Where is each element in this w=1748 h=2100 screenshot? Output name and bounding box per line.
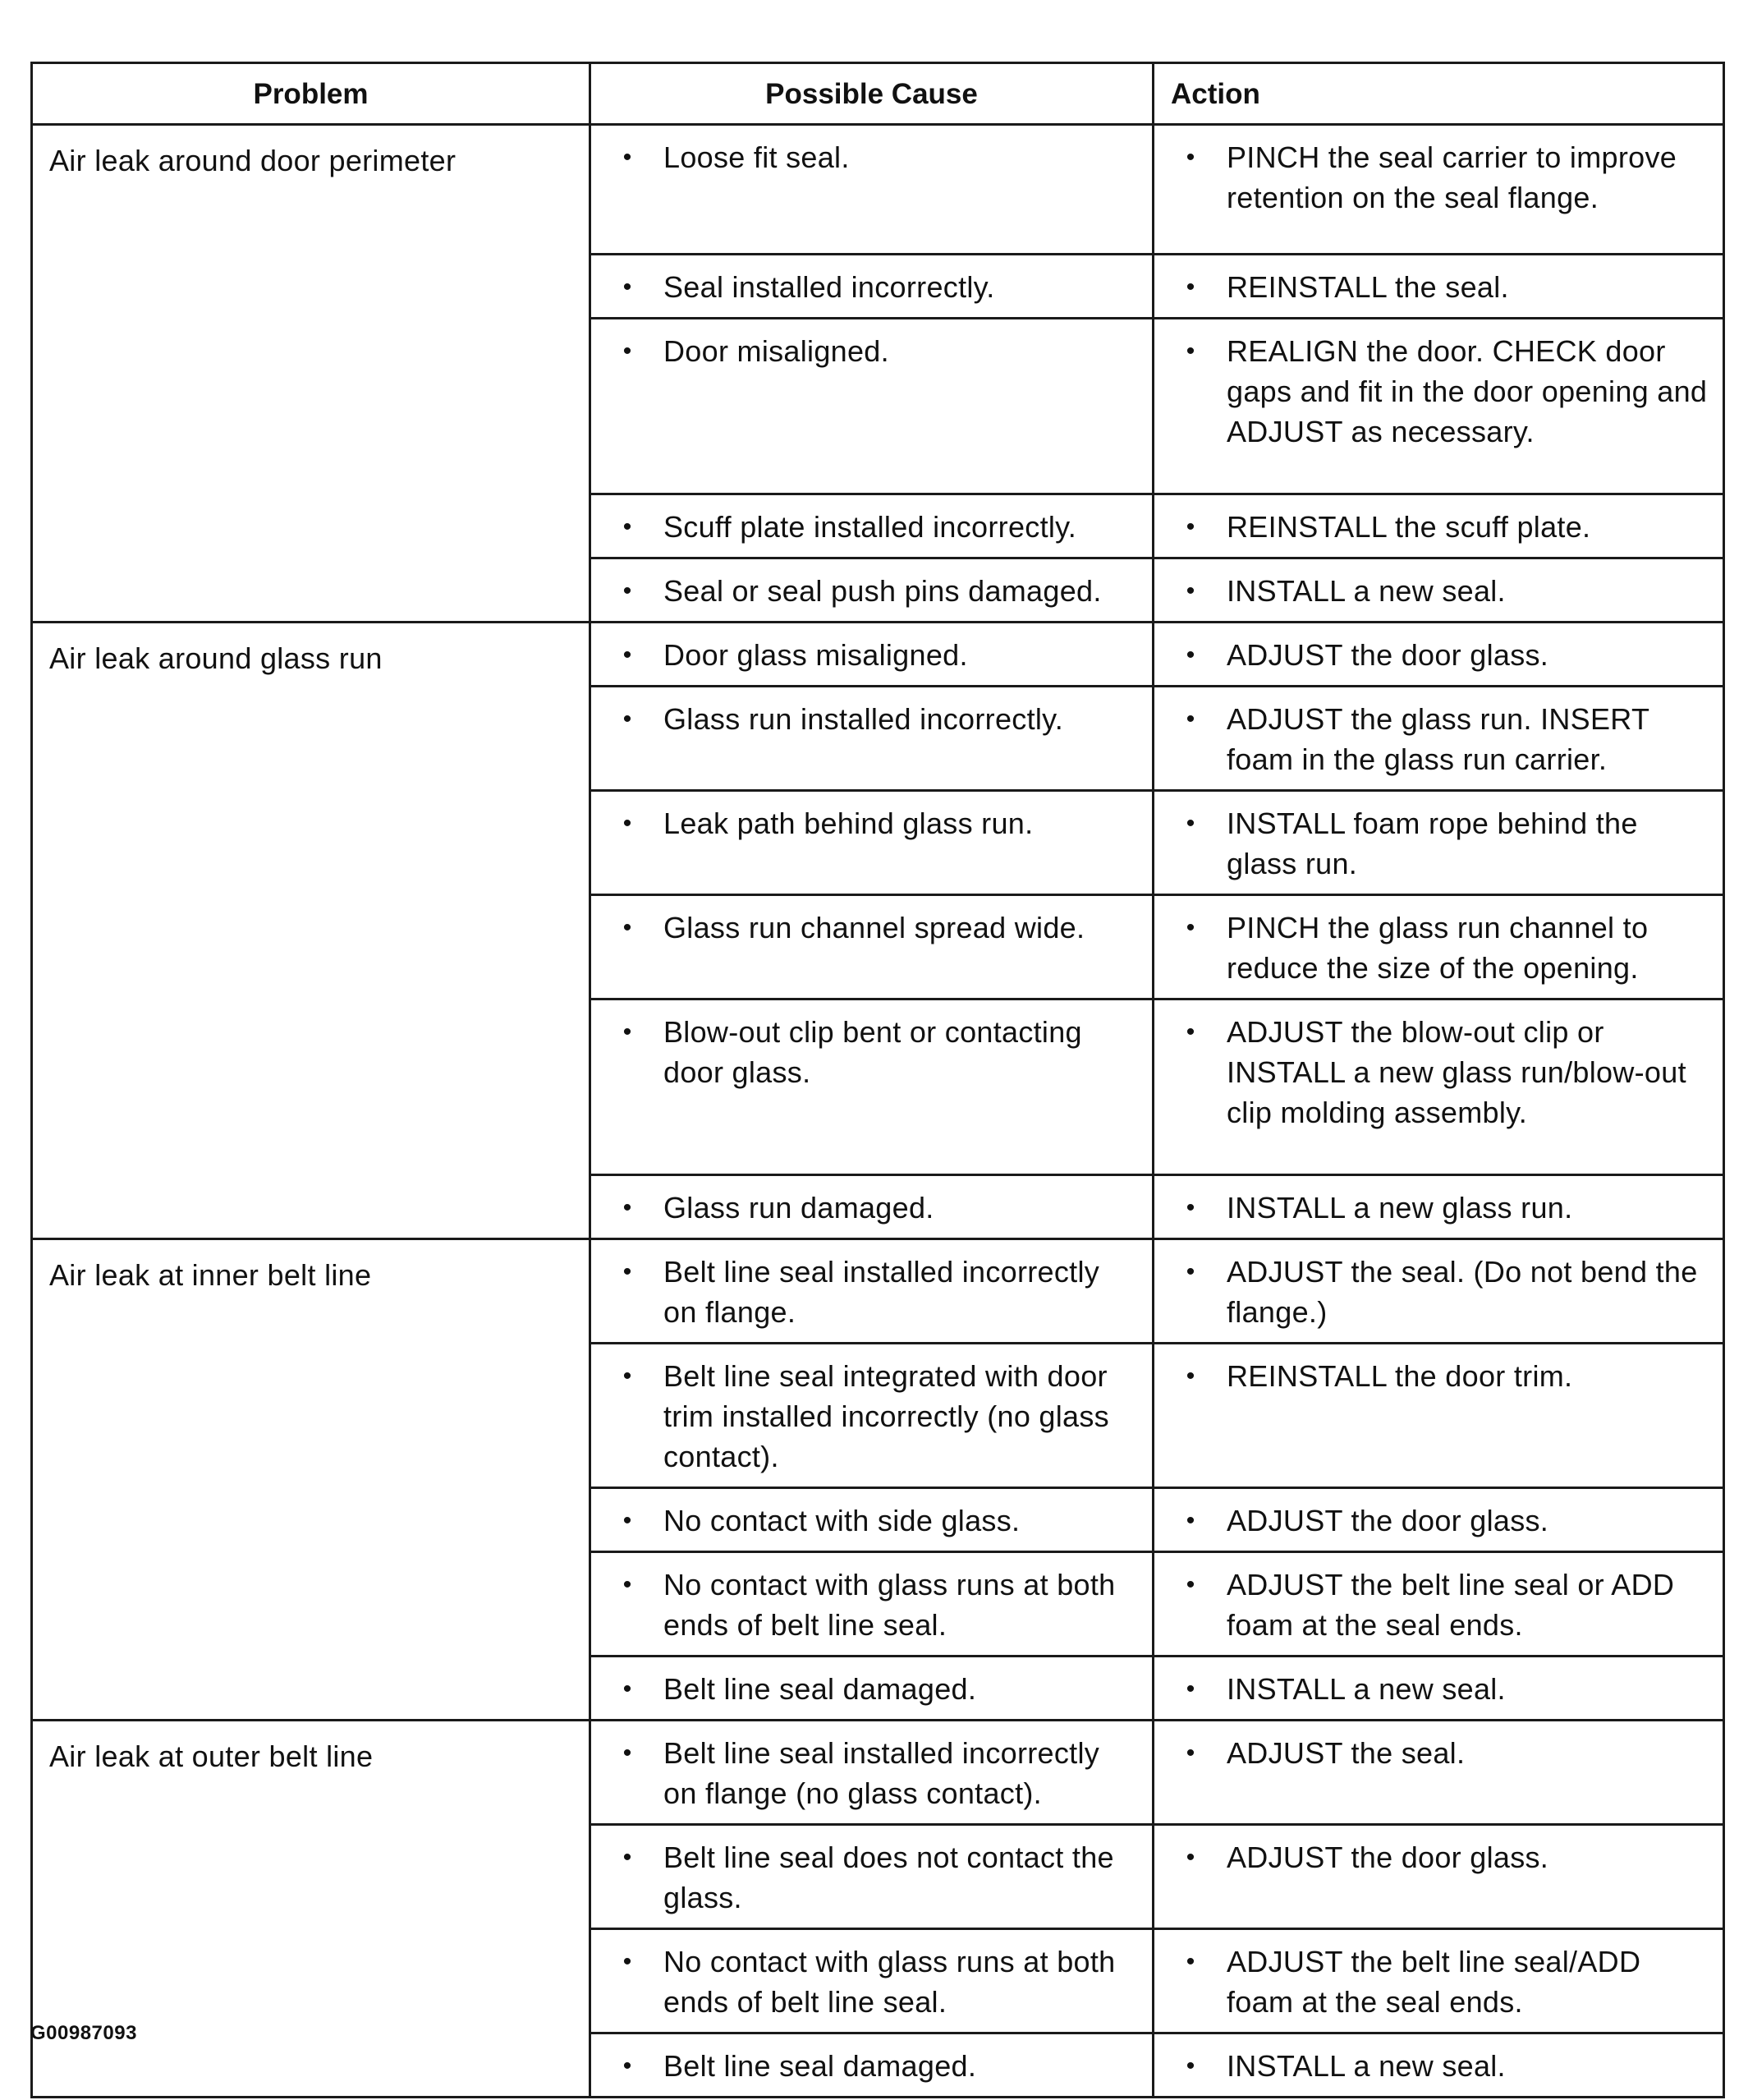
bullet-icon: • xyxy=(622,1018,632,1045)
cause-text: Door misaligned. xyxy=(663,334,889,368)
header-problem: Problem xyxy=(32,63,590,125)
bullet-item xyxy=(1154,635,1711,675)
cause-text: Glass run damaged. xyxy=(663,1191,934,1225)
bullet-item xyxy=(1154,1012,1711,1133)
possible-cause-cell xyxy=(590,1657,1154,1721)
bullet-icon: • xyxy=(1186,1194,1195,1221)
possible-cause-cell xyxy=(590,687,1154,791)
bullet-item xyxy=(1154,2046,1711,2086)
bullet-icon: • xyxy=(622,513,632,540)
table-row xyxy=(32,1239,1724,1344)
action-cell xyxy=(1154,125,1724,255)
possible-cause-cell xyxy=(590,1929,1154,2033)
action-text: REINSTALL the door trim. xyxy=(1227,1359,1573,1393)
possible-cause-cell xyxy=(590,791,1154,895)
bullet-item xyxy=(1154,507,1711,547)
table-row xyxy=(32,1721,1724,1825)
bullet-item xyxy=(591,1356,1140,1477)
bullet-item xyxy=(591,507,1140,547)
cause-text: No contact with glass runs at both ends of belt line seal. xyxy=(663,1945,1116,2019)
possible-cause-cell xyxy=(590,1721,1154,1825)
possible-cause-cell xyxy=(590,1344,1154,1488)
bullet-icon: • xyxy=(1186,1018,1195,1045)
bullet-icon: • xyxy=(622,338,632,365)
bullet-item xyxy=(1154,571,1711,611)
bullet-item xyxy=(1154,803,1711,884)
action-cell xyxy=(1154,1929,1724,2033)
action-text: ADJUST the door glass. xyxy=(1227,1840,1549,1874)
possible-cause-cell xyxy=(590,1175,1154,1239)
action-text: PINCH the glass run channel to reduce the size of the opening. xyxy=(1227,911,1649,985)
bullet-icon: • xyxy=(622,1258,632,1285)
diagnosis-table xyxy=(30,62,1725,2098)
bullet-item xyxy=(1154,267,1711,307)
bullet-item xyxy=(1154,137,1711,218)
action-text: ADJUST the seal. (Do not bend the flange.) xyxy=(1227,1255,1698,1329)
cause-text: No contact with glass runs at both ends of belt line seal. xyxy=(663,1568,1116,1642)
action-text: REALIGN the door. CHECK door gaps and fit in the door opening and ADJUST as necessary. xyxy=(1227,334,1708,448)
cause-text: Blow-out clip bent or contacting door glass. xyxy=(663,1015,1082,1089)
action-cell xyxy=(1154,2033,1724,2098)
action-cell xyxy=(1154,255,1724,319)
action-text: ADJUST the door glass. xyxy=(1227,638,1549,672)
possible-cause-cell xyxy=(590,558,1154,623)
bullet-item xyxy=(1154,1941,1711,2022)
bullet-icon: • xyxy=(1186,1844,1195,1871)
bullet-item xyxy=(591,1733,1140,1813)
bullet-icon: • xyxy=(1186,1948,1195,1975)
cause-text: Seal installed incorrectly. xyxy=(663,270,995,304)
action-cell xyxy=(1154,1488,1724,1552)
possible-cause-cell xyxy=(590,999,1154,1175)
action-text: ADJUST the belt line seal/ADD foam at the seal ends. xyxy=(1227,1945,1641,2019)
cause-text: Door glass misaligned. xyxy=(663,638,968,672)
action-cell xyxy=(1154,895,1724,999)
bullet-item xyxy=(591,331,1140,371)
bullet-icon: • xyxy=(1186,144,1195,171)
figure-id: G00987093 xyxy=(30,2022,137,2044)
bullet-item xyxy=(1154,1356,1711,1396)
diagnosis-table-container xyxy=(30,62,1723,2098)
bullet-icon: • xyxy=(1186,1258,1195,1285)
bullet-item xyxy=(591,137,1140,177)
cause-text: Belt line seal damaged. xyxy=(663,1672,977,1706)
bullet-icon: • xyxy=(622,1739,632,1767)
cause-text: Scuff plate installed incorrectly. xyxy=(663,510,1077,544)
bullet-icon: • xyxy=(622,144,632,171)
bullet-item xyxy=(591,1252,1140,1332)
bullet-item xyxy=(591,908,1140,948)
bullet-icon: • xyxy=(1186,641,1195,669)
bullet-item xyxy=(1154,1252,1711,1332)
bullet-item xyxy=(591,1188,1140,1228)
bullet-item xyxy=(591,1565,1140,1645)
cause-text: Belt line seal does not contact the glass. xyxy=(663,1840,1114,1914)
action-text: INSTALL a new seal. xyxy=(1227,574,1506,608)
possible-cause-cell xyxy=(590,895,1154,999)
action-text: REINSTALL the seal. xyxy=(1227,270,1509,304)
bullet-icon: • xyxy=(622,705,632,733)
bullet-item xyxy=(591,1941,1140,2022)
action-text: REINSTALL the scuff plate. xyxy=(1227,510,1591,544)
bullet-icon: • xyxy=(1186,2052,1195,2079)
action-text: INSTALL a new seal. xyxy=(1227,2049,1506,2083)
bullet-item xyxy=(1154,1188,1711,1228)
action-text: ADJUST the belt line seal or ADD foam at the seal ends. xyxy=(1227,1568,1675,1642)
bullet-item xyxy=(1154,1500,1711,1541)
possible-cause-cell xyxy=(590,623,1154,687)
problem-cell: Air leak around door perimeter xyxy=(32,125,590,623)
action-text: INSTALL foam rope behind the glass run. xyxy=(1227,806,1638,880)
bullet-item xyxy=(1154,908,1711,988)
bullet-icon: • xyxy=(622,1948,632,1975)
bullet-icon: • xyxy=(622,914,632,941)
possible-cause-cell xyxy=(590,255,1154,319)
table-body xyxy=(32,125,1724,2098)
action-cell xyxy=(1154,687,1724,791)
cause-text: Glass run installed incorrectly. xyxy=(663,702,1064,736)
possible-cause-cell xyxy=(590,319,1154,494)
possible-cause-cell xyxy=(590,1825,1154,1929)
bullet-item xyxy=(591,2046,1140,2086)
action-text: ADJUST the door glass. xyxy=(1227,1504,1549,1537)
bullet-item xyxy=(591,571,1140,611)
possible-cause-cell xyxy=(590,1488,1154,1552)
action-cell xyxy=(1154,494,1724,558)
bullet-icon: • xyxy=(1186,1507,1195,1534)
cause-text: Glass run channel spread wide. xyxy=(663,911,1085,944)
bullet-item xyxy=(591,1669,1140,1709)
bullet-icon: • xyxy=(1186,1362,1195,1390)
action-cell xyxy=(1154,1239,1724,1344)
possible-cause-cell xyxy=(590,1552,1154,1657)
bullet-item xyxy=(591,803,1140,843)
bullet-icon: • xyxy=(622,577,632,604)
action-cell xyxy=(1154,623,1724,687)
problem-cell: Air leak at outer belt line xyxy=(32,1721,590,2098)
bullet-icon: • xyxy=(1186,705,1195,733)
bullet-icon: • xyxy=(1186,577,1195,604)
bullet-icon: • xyxy=(622,1362,632,1390)
bullet-icon: • xyxy=(1186,338,1195,365)
bullet-icon: • xyxy=(1186,273,1195,301)
cause-text: Belt line seal installed incorrectly on flange. xyxy=(663,1255,1100,1329)
cause-text: Loose fit seal. xyxy=(663,140,850,174)
bullet-item xyxy=(591,1500,1140,1541)
bullet-icon: • xyxy=(622,1571,632,1598)
bullet-icon: • xyxy=(1186,810,1195,837)
header-possible-cause: Possible Cause xyxy=(590,63,1154,125)
cause-text: Belt line seal installed incorrectly on flange (no glass contact). xyxy=(663,1736,1100,1810)
action-cell xyxy=(1154,1721,1724,1825)
action-text: INSTALL a new glass run. xyxy=(1227,1191,1573,1225)
action-cell xyxy=(1154,319,1724,494)
cause-text: Belt line seal integrated with door trim installed incorrectly (no glass contact). xyxy=(663,1359,1109,1473)
bullet-icon: • xyxy=(622,1675,632,1703)
possible-cause-cell xyxy=(590,494,1154,558)
table-row xyxy=(32,125,1724,255)
action-cell xyxy=(1154,1344,1724,1488)
possible-cause-cell xyxy=(590,125,1154,255)
cause-text: No contact with side glass. xyxy=(663,1504,1021,1537)
bullet-icon: • xyxy=(622,810,632,837)
problem-cell: Air leak around glass run xyxy=(32,623,590,1239)
bullet-icon: • xyxy=(622,1844,632,1871)
cause-text: Seal or seal push pins damaged. xyxy=(663,574,1102,608)
bullet-icon: • xyxy=(1186,914,1195,941)
bullet-item xyxy=(591,635,1140,675)
action-cell xyxy=(1154,1175,1724,1239)
action-cell xyxy=(1154,1657,1724,1721)
possible-cause-cell xyxy=(590,1239,1154,1344)
action-cell xyxy=(1154,999,1724,1175)
action-text: ADJUST the glass run. INSERT foam in the glass run carrier. xyxy=(1227,702,1649,776)
bullet-item xyxy=(1154,1837,1711,1877)
table-row xyxy=(32,623,1724,687)
problem-cell: Air leak at inner belt line xyxy=(32,1239,590,1721)
bullet-item xyxy=(591,1012,1140,1092)
action-cell xyxy=(1154,791,1724,895)
cause-text: Belt line seal damaged. xyxy=(663,2049,977,2083)
bullet-item xyxy=(1154,331,1711,452)
possible-cause-cell xyxy=(590,2033,1154,2098)
action-cell xyxy=(1154,1552,1724,1657)
bullet-icon: • xyxy=(622,273,632,301)
bullet-icon: • xyxy=(1186,1675,1195,1703)
bullet-icon: • xyxy=(622,641,632,669)
action-text: ADJUST the blow-out clip or INSTALL a new glass run/blow-out clip molding assembly. xyxy=(1227,1015,1686,1129)
bullet-item xyxy=(1154,1565,1711,1645)
bullet-item xyxy=(1154,1733,1711,1773)
bullet-icon: • xyxy=(622,1507,632,1534)
bullet-item xyxy=(1154,1669,1711,1709)
bullet-item xyxy=(1154,699,1711,779)
bullet-icon: • xyxy=(1186,1739,1195,1767)
bullet-icon: • xyxy=(622,2052,632,2079)
action-cell xyxy=(1154,1825,1724,1929)
action-cell xyxy=(1154,558,1724,623)
action-text: ADJUST the seal. xyxy=(1227,1736,1466,1770)
bullet-icon: • xyxy=(622,1194,632,1221)
bullet-item xyxy=(591,699,1140,739)
bullet-item xyxy=(591,1837,1140,1918)
bullet-icon: • xyxy=(1186,1571,1195,1598)
action-text: PINCH the seal carrier to improve retention on the seal flange. xyxy=(1227,140,1677,214)
table-header-row xyxy=(32,63,1724,125)
cause-text: Leak path behind glass run. xyxy=(663,806,1034,840)
bullet-icon: • xyxy=(1186,513,1195,540)
header-action: Action xyxy=(1154,63,1724,125)
bullet-item xyxy=(591,267,1140,307)
action-text: INSTALL a new seal. xyxy=(1227,1672,1506,1706)
